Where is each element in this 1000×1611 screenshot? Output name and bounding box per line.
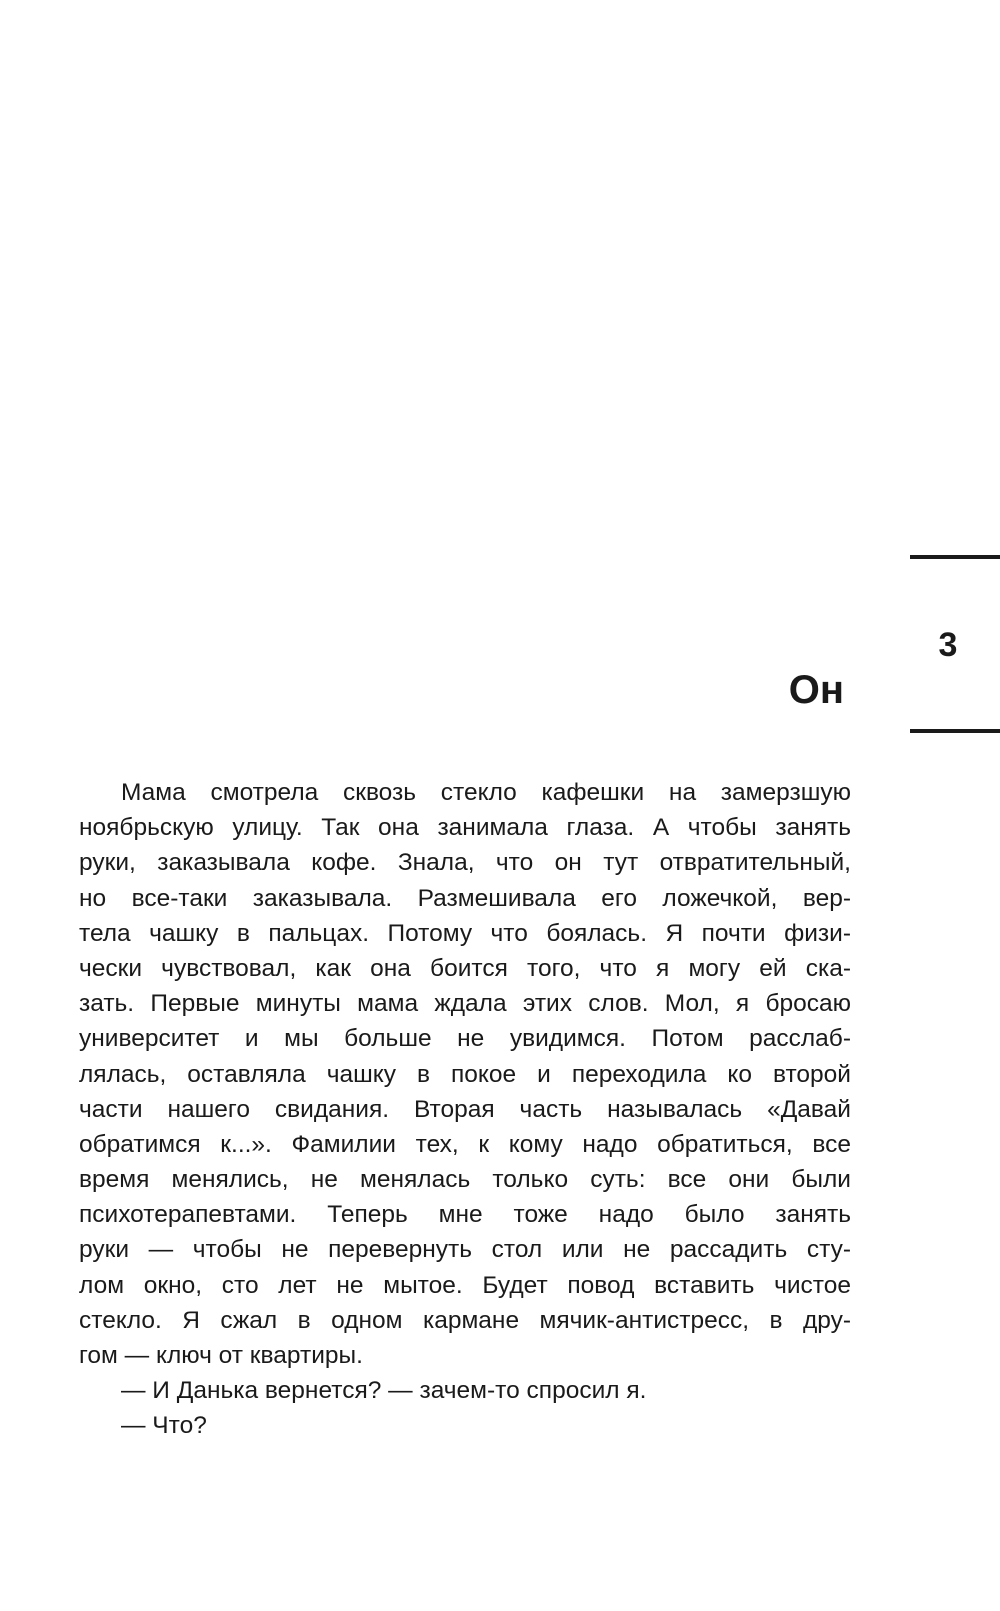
text-line: время менялись, не менялась только суть: все они были: [79, 1166, 851, 1194]
text-line: лом окно, сто лет не мытое. Будет повод вставить чистое: [79, 1271, 851, 1299]
text-line: чески чувствовал, как она боится того, что я могу ей ска-: [79, 954, 851, 982]
text-line: руки — чтобы не перевернуть стол или не рассадить сту-: [79, 1236, 851, 1264]
text-line: гом — ключ от квартиры.: [79, 1342, 363, 1369]
dialogue-line: — Что?: [121, 1412, 207, 1440]
chapter-title: Он: [788, 668, 844, 712]
text-line: тела чашку в пальцах. Потому что боялась. Я почти физи-: [79, 919, 851, 947]
text-line: университет и мы больше не увидимся. Потом расслаб-: [79, 1025, 851, 1053]
body-text: [79, 775, 851, 1444]
text-line: ноябрьскую улицу. Так она занимала глаза. А чтобы занять: [79, 814, 851, 842]
text-line: обратимся к...». Фамилии тех, к кому надо обратиться, все: [79, 1130, 851, 1158]
text-line: но все-таки заказывала. Размешивала его ложечкой, вер-: [79, 884, 851, 912]
text-line: зать. Первые минуты мама ждала этих слов. Мол, я бросаю: [79, 990, 851, 1018]
text-line: лялась, оставляла чашку в покое и переходила ко второй: [79, 1060, 851, 1088]
text-line: руки, заказывала кофе. Знала, что он тут отвратительный,: [79, 849, 851, 877]
chapter-rule-bottom: [910, 729, 1000, 733]
dialogue-line: — И Данька вернется? — зачем-то спросил я.: [121, 1377, 647, 1405]
chapter-number: 3: [938, 626, 958, 664]
text-line: части нашего свидания. Вторая часть называлась «Давай: [79, 1095, 851, 1123]
text-line: психотерапевтами. Теперь мне тоже надо было занять: [79, 1201, 851, 1229]
text-line: стекло. Я сжал в одном кармане мячик-антистресс, в дру-: [79, 1306, 851, 1334]
chapter-rule-top: [910, 555, 1000, 559]
text-line: Мама смотрела сквозь стекло кафешки на замерзшую: [121, 779, 851, 806]
